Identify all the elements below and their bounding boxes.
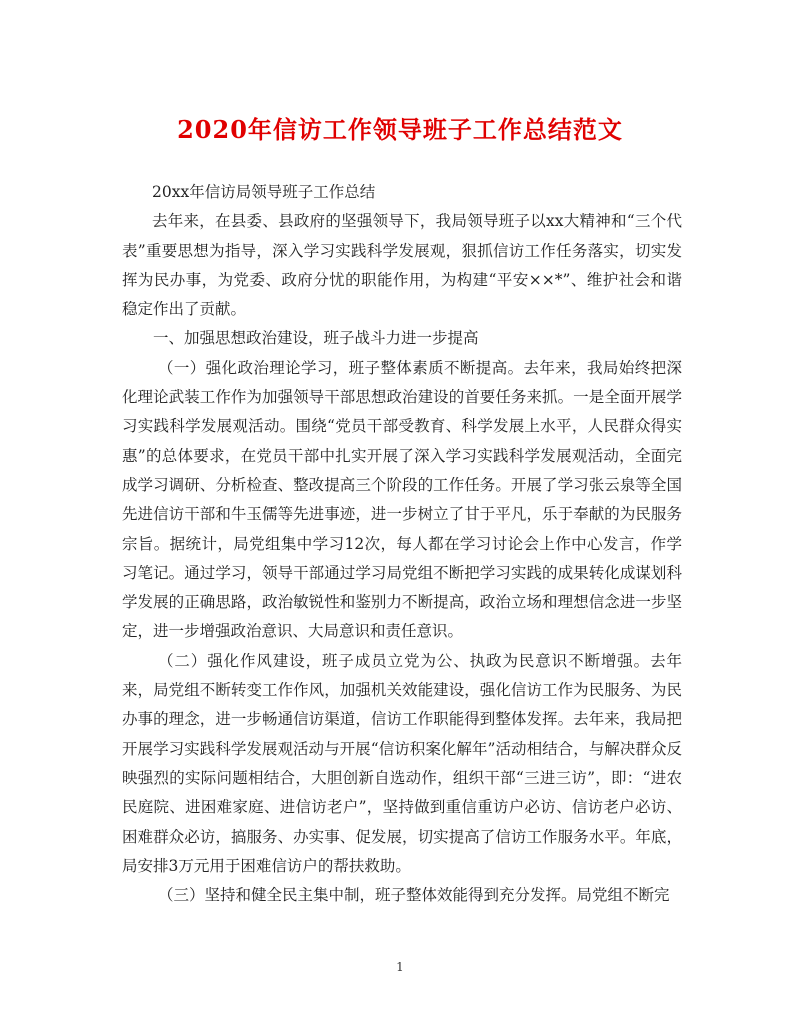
section-heading-1: 一、加强思想政治建设，班子战斗力进一步提高: [153, 329, 479, 348]
paragraph-section-1-3: （三）坚持和健全民主集中制，班子整体效能得到充分发挥。局党组不断完: [158, 886, 670, 905]
document-title: 2020年信访工作领导班子工作总结范文: [177, 115, 623, 144]
paragraph-intro: 去年来，在县委、县政府的坚强领导下，我局领导班子以xx大精神和“三个代表”重要思想为指导，深入学习实践科学发展观，狠抓信访工作任务落实，切实发挥为民办事，为党委、政府分忧的职能作用，为构建“平安××*”、维护社会和谐稳定作出了贡献。: [122, 212, 682, 319]
paragraph-section-1-2: （二）强化作风建设，班子成员立党为公、执政为民意识不断增强。去年来，局党组不断转变工作作风，加强机关效能建设，强化信访工作为民服务、为民办事的理念，进一步畅通信访渠道，信访工作职能得到整体发挥。去年来，我局把开展学习实践科学发展观活动与开展“信访积案化解年”活动相结合，与解决群众反映强烈的实际问题相结合，大胆创新自选动作，组织干部“三进三访”，即：“进农民庭院、进困难家庭、进信访老户”，坚持做到重信重访户必访、信访老户必访、困难群众必访，搞服务、办实事、促发展，切实提高了信访工作服务水平。年底，局安排3万元用于困难信访户的帮扶救助。: [122, 651, 682, 875]
page-number: 1: [396, 960, 404, 974]
document-subtitle: 20xx年信访局领导班子工作总结: [152, 183, 376, 201]
document-body: [122, 178, 682, 910]
paragraph-section-1-1: （一）强化政治理论学习，班子整体素质不断提高。去年来，我局始终把深化理论武装工作作为加强领导干部思想政治建设的首要任务来抓。一是全面开展学习实践科学发展观活动。围绕“党员干部受教育、科学发展上水平，人民群众得实惠”的总体要求，在党员干部中扎实开展了深入学习实践科学发展观活动，全面完成学习调研、分析检查、整改提高三个阶段的工作任务。开展了学习张云泉等全国先进信访干部和牛玉儒等先进事迹，进一步树立了甘于平凡，乐于奉献的为民服务宗旨。据统计，局党组集中学习12次，每人都在学习讨论会上作中心发言，作学习笔记。通过学习，领导干部通过学习局党组不断把学习实践的成果转化成谋划科学发展的正确思路，政治敏锐性和鉴别力不断提高，政治立场和理想信念进一步坚定，进一步增强政治意识、大局意识和责任意识。: [122, 358, 682, 641]
